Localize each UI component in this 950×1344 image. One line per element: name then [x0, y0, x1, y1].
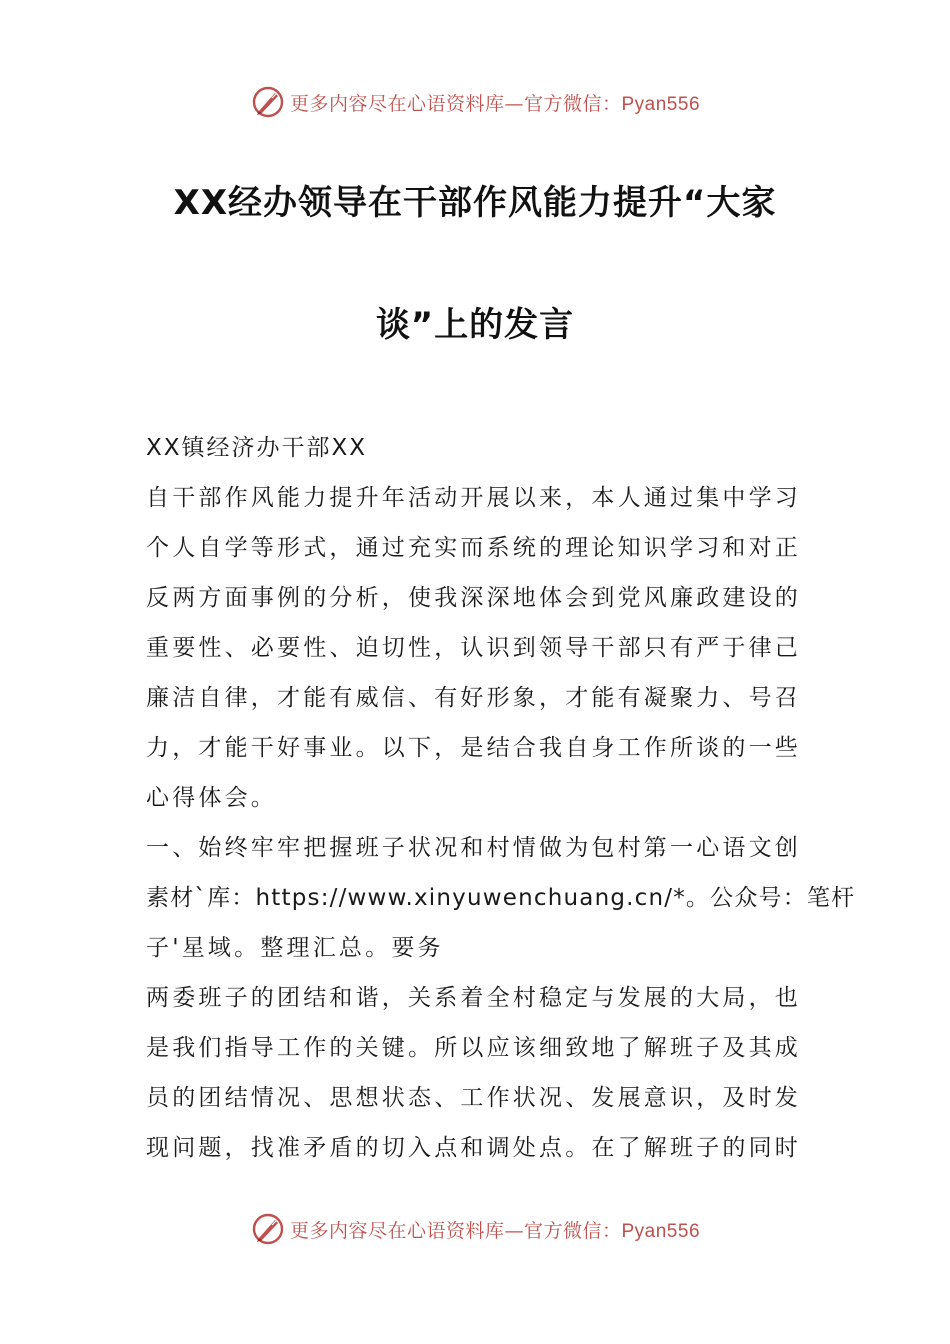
paragraph-line: 两委班子的团结和谐，关系着全村稳定与发展的大局，也: [146, 985, 801, 1011]
footer-banner-wechat-id: Pyan556: [621, 1220, 701, 1242]
paragraph-line: 反两方面事例的分析，使我深深地体会到党风廉政建设的: [146, 585, 801, 611]
paragraph-line: 员的团结情况、思想状态、工作状况、发展意识，及时发: [146, 1085, 801, 1111]
paragraph-line: 现问题，找准矛盾的切入点和调处点。在了解班子的同时: [146, 1135, 801, 1161]
document-title-line-2: 谈”上的发言: [375, 305, 575, 345]
footer-banner: [0, 1207, 950, 1251]
section-heading-line: 一、始终牢牢把握班子状况和村情做为包村第一心语文创: [146, 835, 801, 861]
paragraph-line: 自干部作风能力提升年活动开展以来，本人通过集中学习: [146, 485, 801, 511]
footer-banner-text: 更多内容尽在心语资料库—官方微信：Pyan556: [289, 1219, 701, 1242]
author-line: XX镇经济办干部XX: [146, 435, 368, 461]
paragraph-line: 个人自学等形式，通过充实而系统的理论知识学习和对正: [146, 535, 801, 561]
header-banner: [0, 80, 950, 124]
pen-logo-icon: [250, 84, 286, 120]
section-heading-line: 素材`库：https://www.xinyuwenchuang.cn/*。公众号：笔杆: [146, 885, 856, 911]
paragraph-line: 力，才能干好事业。以下，是结合我自身工作所谈的一些: [146, 735, 801, 761]
section-heading-line: 子'星域。整理汇总。要务: [146, 935, 444, 961]
document-title-line-1: XX经办领导在干部作风能力提升“大家: [173, 183, 777, 223]
paragraph-line: 廉洁自律，才能有威信、有好形象，才能有凝聚力、号召: [146, 685, 801, 711]
paragraph-line: 重要性、必要性、迫切性，认识到领导干部只有严于律己: [146, 635, 801, 661]
header-banner-wechat-id: Pyan556: [621, 93, 701, 115]
pen-logo-icon: [250, 1211, 286, 1247]
paragraph-line: 是我们指导工作的关键。所以应该细致地了解班子及其成: [146, 1035, 801, 1061]
paragraph-line: 心得体会。: [146, 785, 277, 811]
header-banner-text: 更多内容尽在心语资料库—官方微信：Pyan556: [289, 92, 701, 115]
